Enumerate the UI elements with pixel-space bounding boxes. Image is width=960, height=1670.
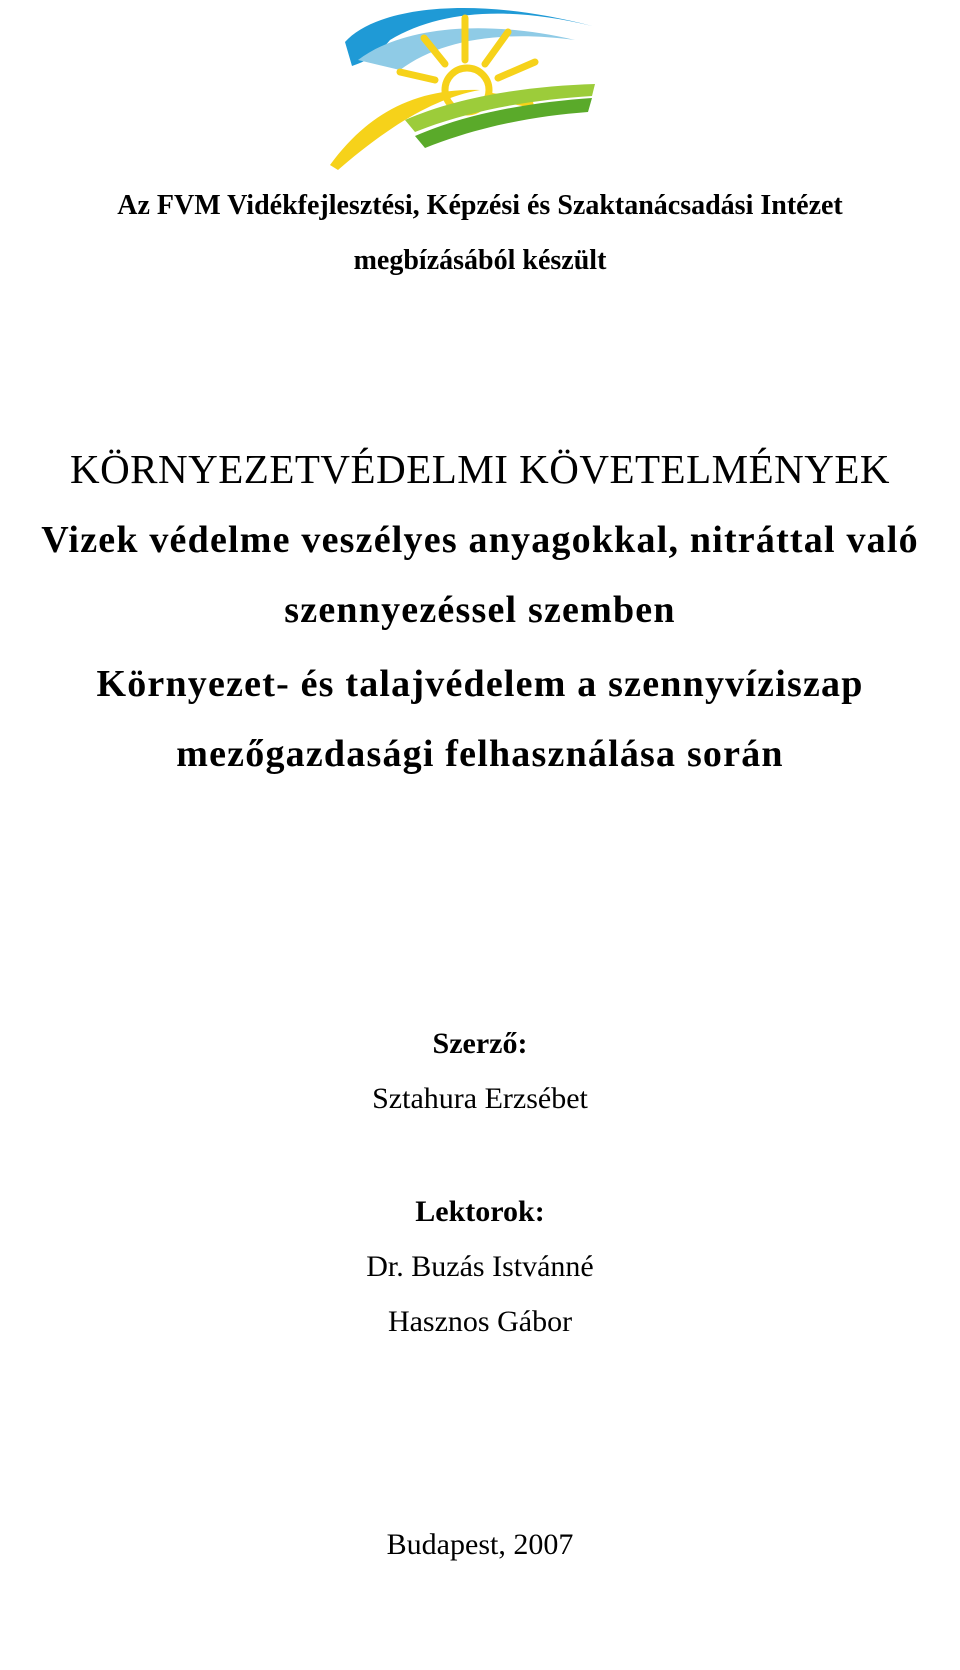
reviewers-label: Lektorok: xyxy=(415,1195,545,1228)
subtitle-2-line-2: mezőgazdasági felhasználása során xyxy=(176,733,784,775)
subtitle-1-line-2: szennyezéssel szemben xyxy=(284,589,676,631)
commission-line-2: megbízásából készült xyxy=(353,245,607,276)
place-date: Budapest, 2007 xyxy=(386,1528,574,1561)
reviewer-name: Dr. Buzás Istvánné xyxy=(366,1250,594,1283)
commission-line-1: Az FVM Vidékfejlesztési, Képzési és Szaktanácsadási Intézet xyxy=(117,190,843,221)
subtitle-1-line-1: Vizek védelme veszélyes anyagokkal, nitráttal való xyxy=(41,519,919,561)
main-title: KÖRNYEZETVÉDELMI KÖVETELMÉNYEK xyxy=(69,446,891,492)
subtitle-2-line-1: Környezet- és talajvédelem a szennyvíziszap xyxy=(96,663,864,705)
author-label: Szerző: xyxy=(432,1027,528,1060)
reviewer-name: Hasznos Gábor xyxy=(387,1305,573,1338)
institute-logo-icon xyxy=(330,0,630,175)
author-name: Sztahura Erzsébet xyxy=(372,1082,588,1115)
